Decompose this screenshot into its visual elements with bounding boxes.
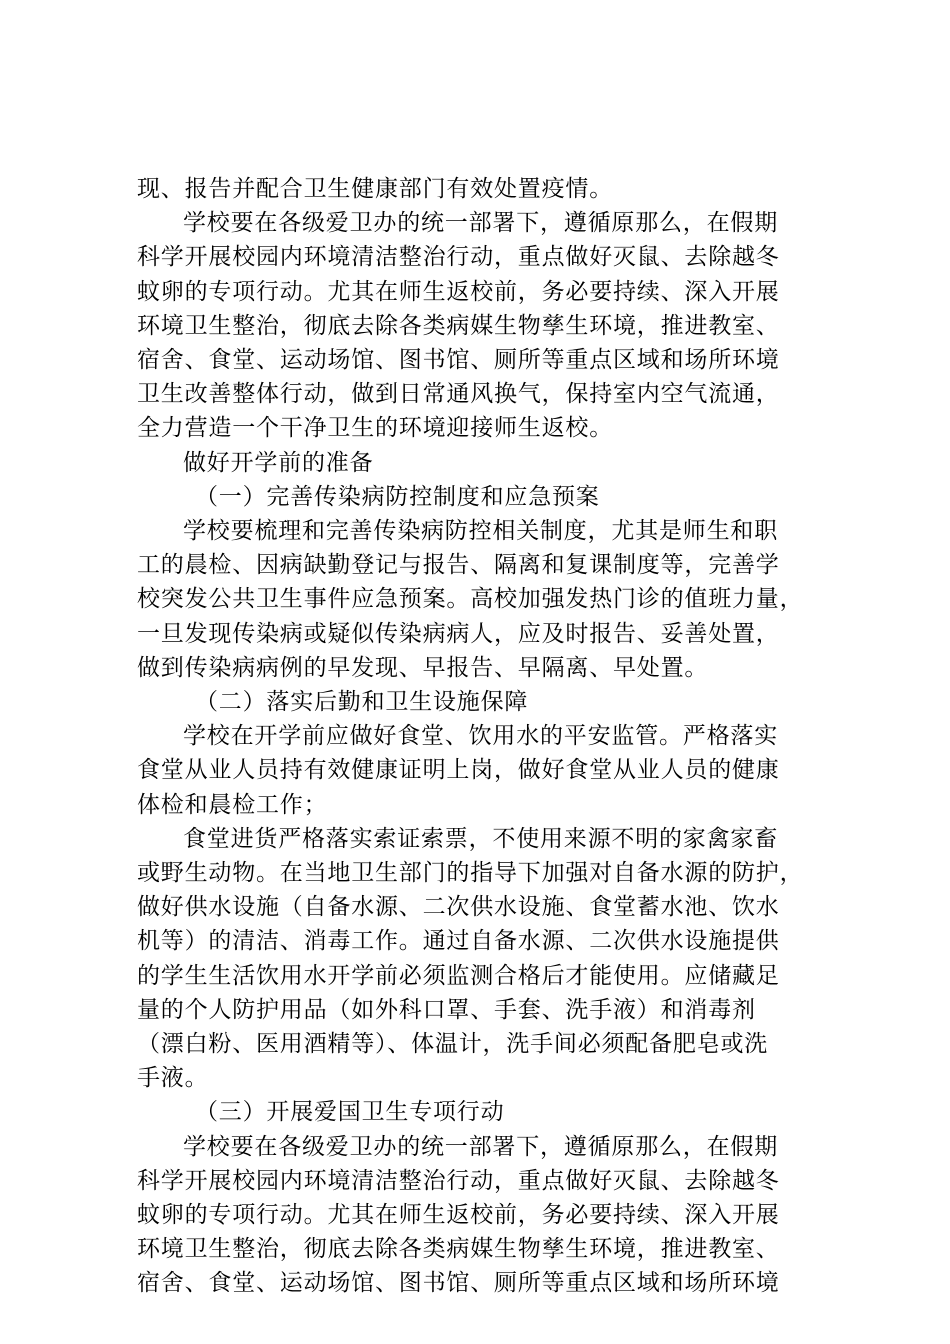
section-heading: （一）完善传染病防控制度和应急预案 (195, 483, 600, 510)
text-line: 量的个人防护用品（如外科口罩、手套、洗手液）和消毒剂 (137, 996, 756, 1023)
text-line: 学校要在各级爱卫办的统一部署下，遵循原那么，在假期 (183, 1133, 778, 1160)
text-line: 做好供水设施（自备水源、二次供水设施、食堂蓄水池、饮水 (137, 894, 780, 921)
text-line: 食堂进货严格落实索证索票，不使用来源不明的家禽家畜 (183, 825, 778, 852)
text-line: 环境卫生整治，彻底去除各类病媒生物孳生环境，推进教室、 (137, 1236, 780, 1263)
text-line: 蚊卵的专项行动。尤其在师生返校前，务必要持续、深入开展 (137, 1202, 780, 1228)
text-line: 手液。 (137, 1065, 209, 1092)
text-line: 蚊卵的专项行动。尤其在师生返校前，务必要持续、深入开展 (137, 278, 780, 305)
text-line: 现、报告并配合卫生健康部门有效处置疫情。 (137, 176, 613, 202)
text-line: 做好开学前的准备 (183, 449, 374, 476)
section-heading: （二）落实后勤和卫生设施保障 (195, 689, 529, 715)
text-line: 全力营造一个干净卫生的环境迎接师生返校。 (137, 415, 613, 442)
text-line: 校突发公共卫生事件应急预案。高校加强发热门诊的值班力量， (137, 586, 804, 613)
text-line: 或野生动物。在当地卫生部门的指导下加强对自备水源的防护， (137, 860, 804, 886)
text-line: 学校要梳理和完善传染病防控相关制度，尤其是师生和职 (183, 518, 778, 544)
text-line: 科学开展校园内环境清洁整治行动，重点做好灭鼠、去除越冬 (137, 244, 780, 271)
text-line: 学校要在各级爱卫办的统一部署下，遵循原那么，在假期 (183, 210, 778, 237)
text-line: 环境卫生整治，彻底去除各类病媒生物孳生环境，推进教室、 (137, 312, 780, 339)
text-line: 学校在开学前应做好食堂、饮用水的平安监管。严格落实 (183, 723, 778, 750)
text-line: 宿舍、食堂、运动场馆、图书馆、厕所等重点区域和场所环境 (137, 347, 780, 373)
text-line: 宿舍、食堂、运动场馆、图书馆、厕所等重点区域和场所环境 (137, 1270, 780, 1297)
section-heading: （三）开展爱国卫生专项行动 (195, 1099, 505, 1126)
text-line: 食堂从业人员持有效健康证明上岗，做好食堂从业人员的健康 (137, 757, 780, 784)
text-line: 工的晨检、因病缺勤登记与报告、隔离和复课制度等，完善学 (137, 552, 780, 579)
text-line: （漂白粉、医用酒精等）、体温计，洗手间必须配备肥皂或洗 (137, 1031, 769, 1057)
text-line: 科学开展校园内环境清洁整治行动，重点做好灭鼠、去除越冬 (137, 1167, 780, 1194)
text-line: 卫生改善整体行动，做到日常通风换气，保持室内空气流通， (137, 381, 780, 408)
text-line: 的学生生活饮用水开学前必须监测合格后才能使用。应储藏足 (137, 962, 780, 989)
text-line: 体检和晨检工作； (137, 791, 328, 818)
text-line: 做到传染病病例的早发现、早报告、早隔离、早处置。 (137, 654, 709, 681)
text-line: 机等）的清洁、消毒工作。通过自备水源、二次供水设施提供 (137, 928, 780, 955)
text-line: 一旦发现传染病或疑似传染病病人，应及时报告、妥善处置， (137, 620, 780, 647)
